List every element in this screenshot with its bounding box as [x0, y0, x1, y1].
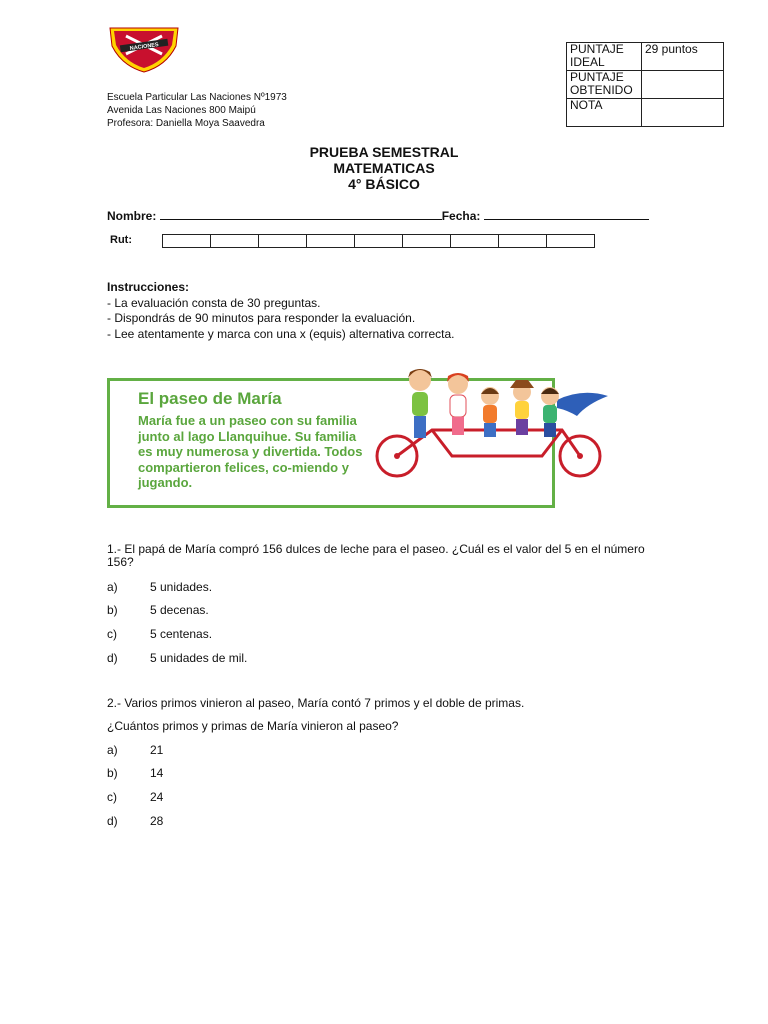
instruction-item: - Dispondrás de 90 minutos para responder la evaluación.	[107, 311, 416, 325]
date-label: Fecha:	[441, 209, 481, 223]
option-letter: b)	[107, 766, 118, 780]
school-name: Escuela Particular Las Naciones Nº1973	[107, 92, 287, 103]
instruction-item: - La evaluación consta de 30 preguntas.	[107, 295, 321, 310]
question-1-option-d[interactable]	[107, 651, 507, 665]
score-row-obtained	[567, 71, 724, 99]
exam-title	[0, 144, 768, 192]
score-row-grade	[567, 99, 724, 127]
exam-title-line1: PRUEBA SEMESTRAL	[309, 144, 459, 160]
option-text: 5 unidades.	[150, 580, 213, 594]
school-info	[107, 91, 287, 130]
question-1-text: 1.- El papá de María compró 156 dulces de leche para el paseo. ¿Cuál es el valor del 5 en el número 156?	[107, 542, 645, 569]
option-letter: c)	[107, 627, 117, 641]
rut-box[interactable]	[450, 234, 499, 248]
score-table	[566, 42, 724, 127]
question-2-text: 2.- Varios primos vinieron al paseo, María contó 7 primos y el doble de primas.	[107, 696, 525, 710]
score-value-grade[interactable]	[642, 99, 724, 127]
option-letter: a)	[107, 580, 118, 594]
school-logo	[106, 24, 182, 74]
option-text: 21	[150, 743, 164, 757]
name-date-line	[107, 207, 649, 223]
question-2-option-b[interactable]	[107, 766, 507, 780]
rut-box[interactable]	[258, 234, 307, 248]
story-title: El paseo de María	[138, 389, 282, 408]
score-label-obtained: PUNTAJE OBTENIDO	[567, 71, 642, 99]
date-blank[interactable]	[484, 207, 649, 220]
rut-box[interactable]	[498, 234, 547, 248]
question-2-option-c[interactable]	[107, 790, 507, 804]
logo-text: NACIONES	[129, 41, 160, 52]
rut-box[interactable]	[162, 234, 211, 248]
rut-label: Rut:	[110, 234, 132, 246]
question-1-option-c[interactable]	[107, 627, 507, 641]
rut-box[interactable]	[210, 234, 259, 248]
exam-title-line2: MATEMATICAS	[333, 160, 435, 176]
score-value-ideal: 29 puntos	[642, 43, 724, 71]
instructions-heading: Instrucciones:	[107, 280, 190, 294]
option-text: 14	[150, 766, 164, 780]
score-label-ideal: PUNTAJE IDEAL	[567, 43, 642, 71]
teacher-name: Profesora: Daniella Moya Saavedra	[107, 118, 265, 129]
rut-box[interactable]	[402, 234, 451, 248]
option-text: 5 decenas.	[150, 603, 209, 617]
option-text: 28	[150, 814, 164, 828]
question-2-subtext: ¿Cuántos primos y primas de María vinieron al paseo?	[107, 719, 399, 733]
rut-box[interactable]	[546, 234, 595, 248]
family-bicycle-illustration	[372, 360, 608, 480]
option-text: 5 centenas.	[150, 627, 213, 641]
name-blank[interactable]	[160, 207, 442, 220]
instructions	[107, 280, 455, 342]
name-label: Nombre:	[107, 209, 157, 223]
instruction-item: - Lee atentamente y marca con una x (equis) alternativa correcta.	[107, 326, 455, 341]
option-letter: d)	[107, 814, 118, 828]
question-2-option-d[interactable]	[107, 814, 507, 828]
option-letter: a)	[107, 743, 118, 757]
score-label-grade: NOTA	[567, 99, 642, 127]
question-2-option-a[interactable]	[107, 743, 507, 757]
option-letter: d)	[107, 651, 118, 665]
rut-box[interactable]	[306, 234, 355, 248]
option-text: 24	[150, 790, 164, 804]
option-text: 5 unidades de mil.	[150, 651, 248, 665]
score-row-ideal	[567, 43, 724, 71]
question-1-option-a[interactable]	[107, 580, 507, 594]
option-letter: c)	[107, 790, 117, 804]
story-text: María fue a un paseo con su familia junto al lago Llanquihue. Su familia es muy numerosa y divertida. Todos compartieron felices, co-miendo y jugando.	[138, 413, 363, 490]
school-address: Avenida Las Naciones 800 Maipú	[107, 105, 256, 116]
score-value-obtained[interactable]	[642, 71, 724, 99]
rut-box[interactable]	[354, 234, 403, 248]
exam-title-line3: 4° BÁSICO	[348, 176, 420, 192]
question-1-option-b[interactable]	[107, 603, 507, 617]
option-letter: b)	[107, 603, 118, 617]
rut-boxes	[163, 234, 595, 248]
